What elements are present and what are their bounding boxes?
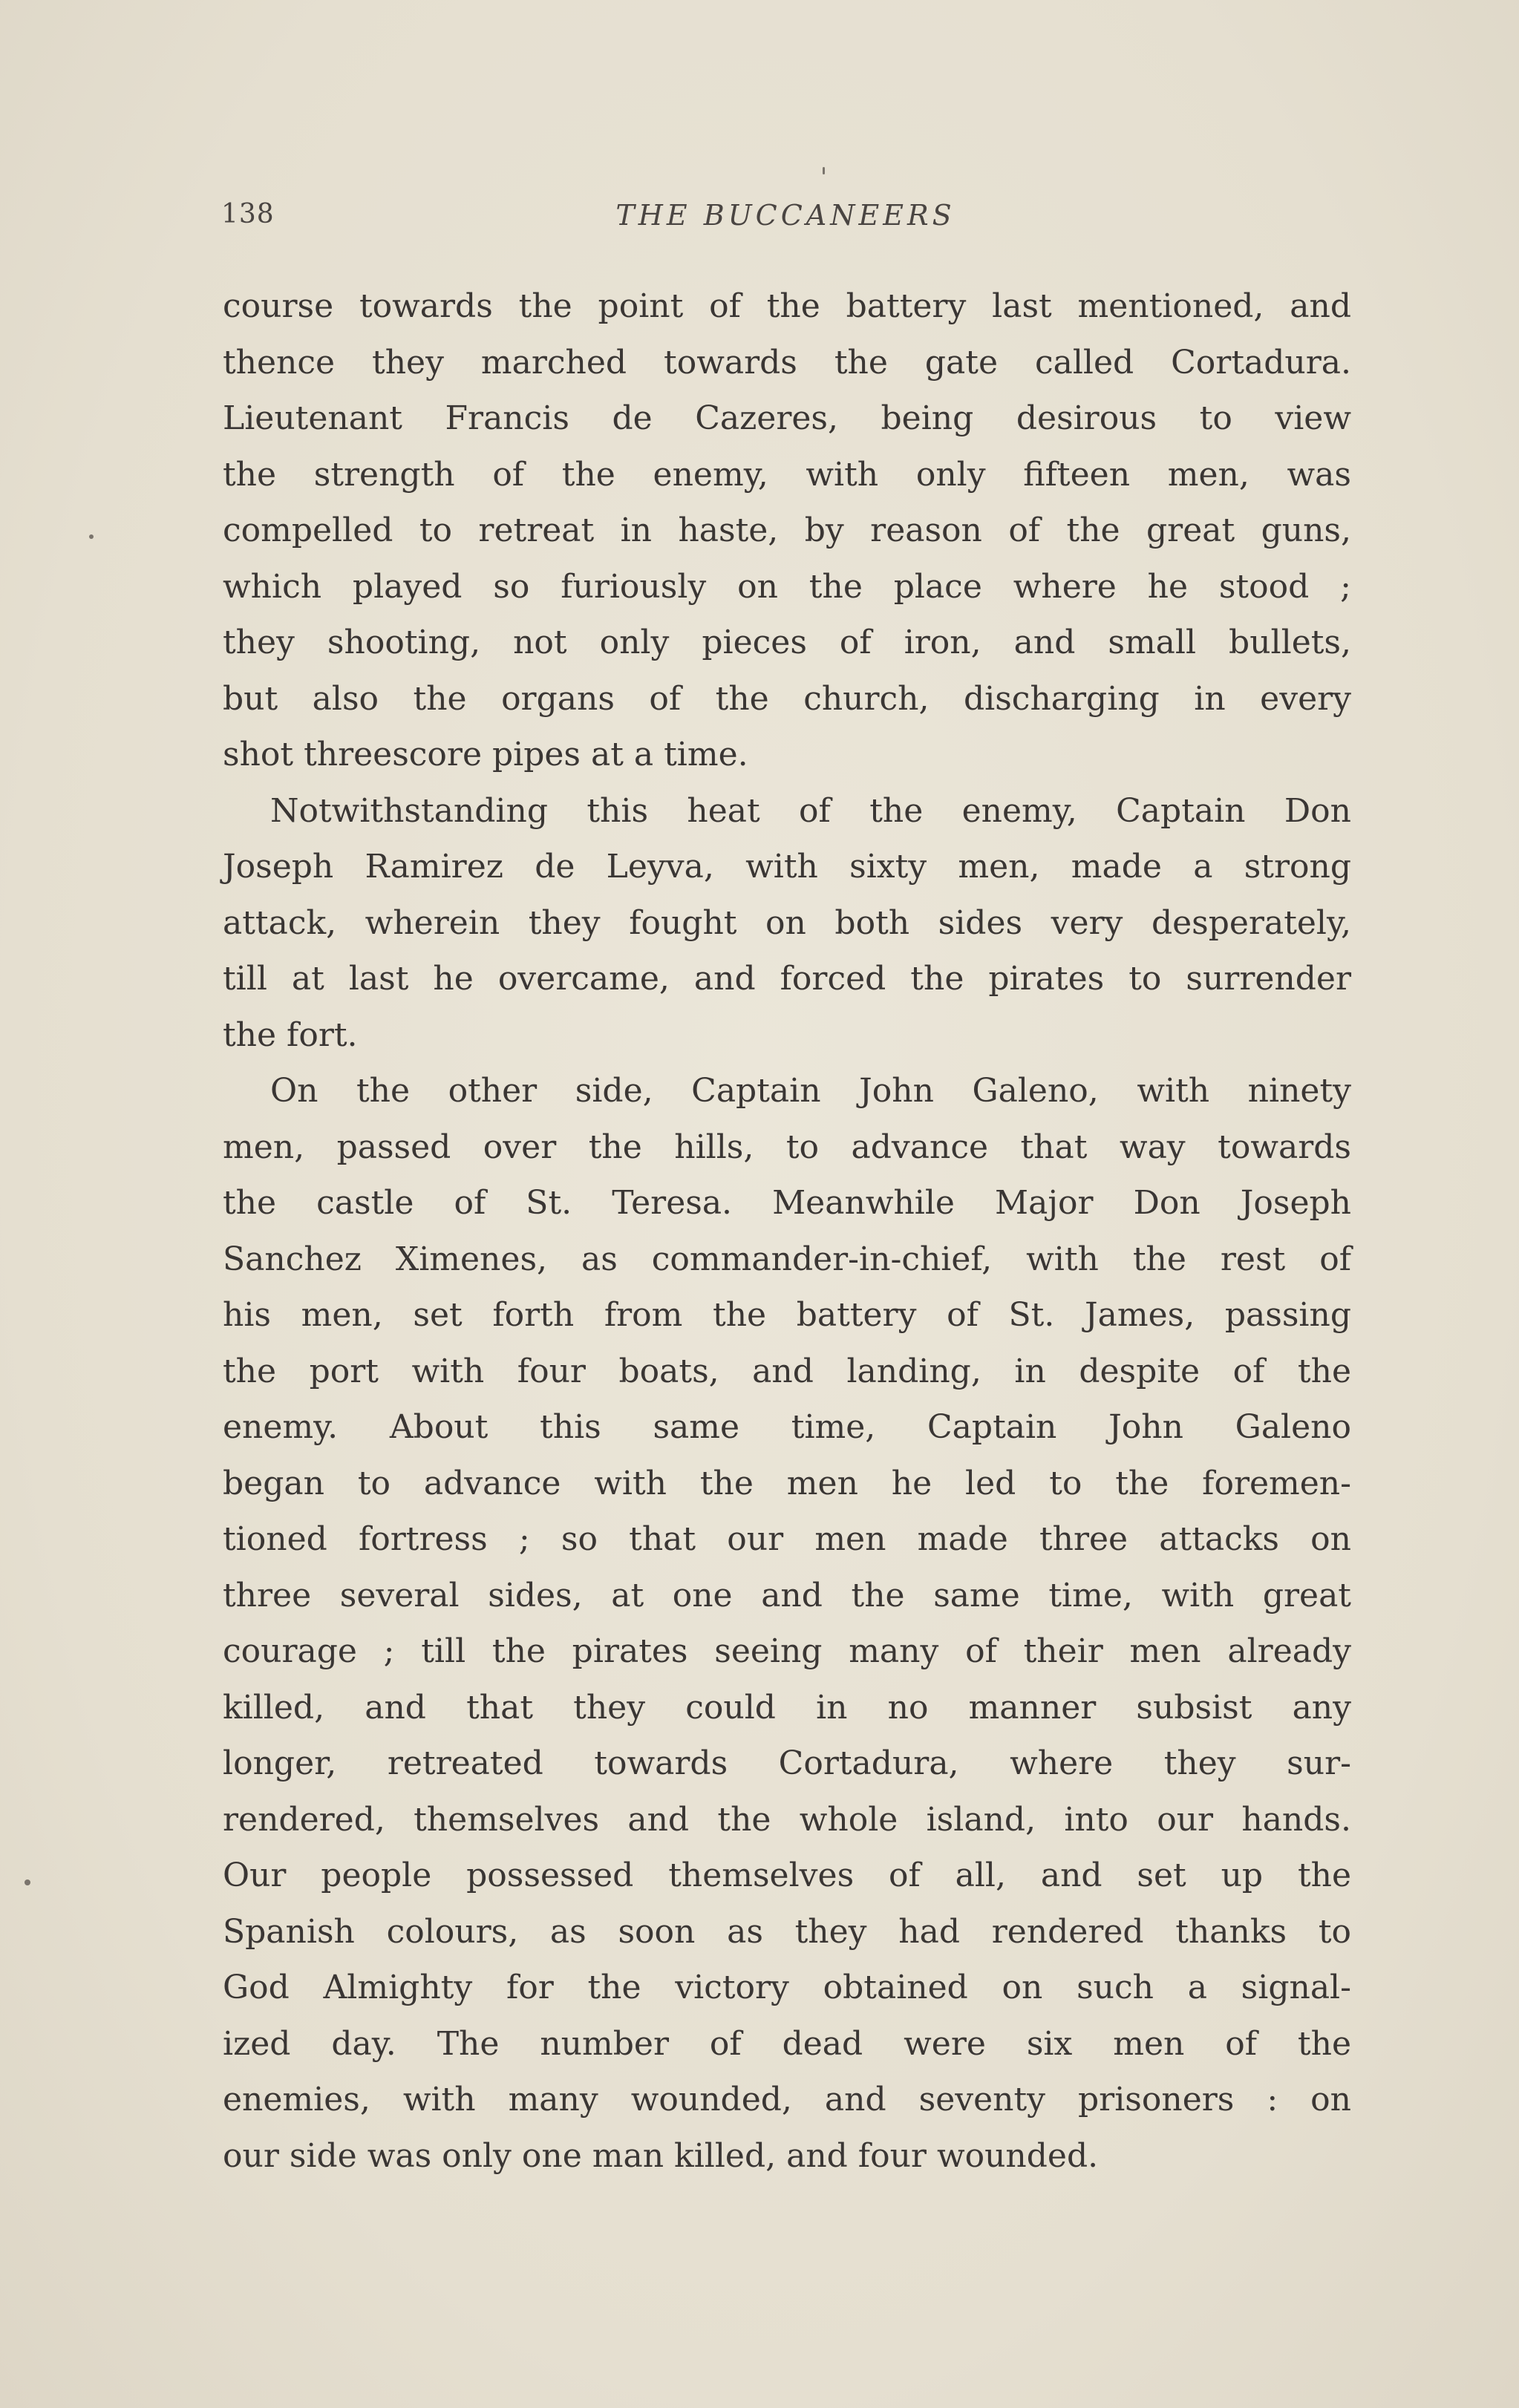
text-line: the strength of the enemy, with only fifteen men, was: [223, 455, 1351, 494]
text-line: God Almighty for the victory obtained on such a signal-: [223, 1969, 1351, 2006]
text-line: shot threescore pipes at a time.: [223, 736, 748, 773]
text-line: began to advance with the men he led to the foremen-: [223, 1464, 1351, 1502]
text-line: Lieutenant Francis de Cazeres, being desirous to view: [223, 399, 1351, 437]
page-header: [221, 199, 1350, 243]
text-line: our side was only one man killed, and four wounded.: [223, 2136, 1099, 2175]
text-line: rendered, themselves and the whole island, into our hands.: [223, 1800, 1351, 1839]
text-line: Sanchez Ximenes, as commander-in-chief, with the rest of: [223, 1240, 1351, 1278]
text-line: which played so furiously on the place where he stood ;: [223, 567, 1351, 606]
print-speck: [89, 534, 94, 539]
text-line: thence they marched towards the gate called Cortadura.: [223, 343, 1351, 382]
text-line: Spanish colours, as soon as they had rendered thanks to: [223, 1912, 1351, 1951]
running-title: THE BUCCANEERS: [615, 199, 956, 232]
text-line: till at last he overcame, and forced the pirates to surrender: [223, 960, 1351, 998]
text-line: On the other side, Captain John Galeno, with ninety: [270, 1072, 1351, 1110]
text-line: tioned fortress ; so that our men made three attacks on: [223, 1520, 1351, 1558]
print-speck: [24, 1879, 30, 1885]
text-line: attack, wherein they fought on both sides very desperately,: [223, 903, 1351, 942]
text-line: his men, set forth from the battery of St. James, passing: [223, 1296, 1351, 1334]
text-line: men, passed over the hills, to advance that way towards: [223, 1128, 1351, 1166]
text-line: killed, and that they could in no manner subsist any: [223, 1688, 1351, 1727]
text-line: the port with four boats, and landing, in despite of the: [223, 1352, 1351, 1390]
text-line: compelled to retreat in haste, by reason of the great guns,: [223, 511, 1351, 549]
text-line: courage ; till the pirates seeing many of their men already: [223, 1632, 1351, 1670]
text-line: Joseph Ramirez de Leyva, with sixty men, made a strong: [223, 848, 1351, 886]
page-number: 138: [221, 199, 275, 229]
text-line: the fort.: [223, 1015, 358, 1054]
text-line: but also the organs of the church, discharging in every: [223, 679, 1351, 718]
print-speck: [823, 167, 825, 174]
text-line: they shooting, not only pieces of iron, and small bullets,: [223, 624, 1351, 661]
paragraph: [223, 1063, 1351, 2184]
text-line: Our people possessed themselves of all, and set up the: [223, 1856, 1351, 1894]
paragraph: [223, 278, 1351, 783]
text-line: enemies, with many wounded, and seventy prisoners : on: [223, 2081, 1351, 2119]
text-line: the castle of St. Teresa. Meanwhile Major Don Joseph: [223, 1184, 1351, 1222]
text-line: course towards the point of the battery last mentioned, and: [223, 287, 1351, 325]
text-line: ized day. The number of dead were six men of the: [223, 2024, 1351, 2063]
text-line: enemy. About this same time, Captain John Galeno: [223, 1408, 1351, 1446]
body-text: [223, 278, 1351, 2184]
text-line: Notwithstanding this heat of the enemy, Captain Don: [270, 791, 1351, 830]
text-line: three several sides, at one and the same time, with great: [223, 1576, 1351, 1614]
paragraph: [223, 783, 1351, 1064]
text-line: longer, retreated towards Cortadura, where they sur-: [223, 1744, 1351, 1782]
